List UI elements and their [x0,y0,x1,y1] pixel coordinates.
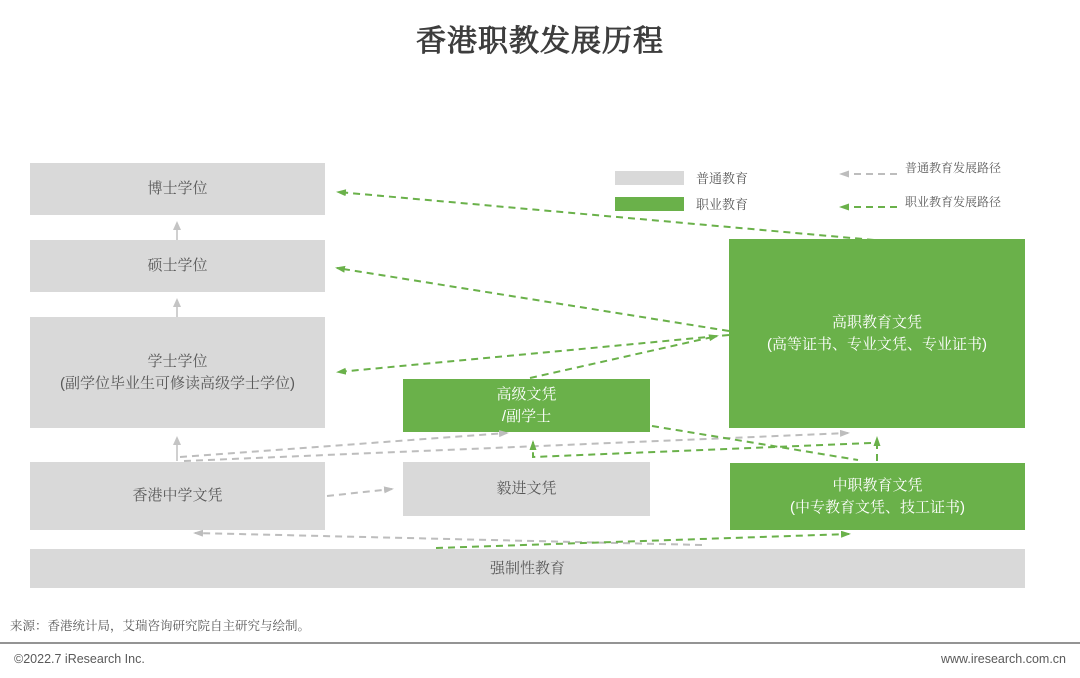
legend-label-general-path: 普通教育发展路径 [905,161,1002,175]
page-title: 香港职教发展历程 [416,25,664,58]
arrow-hkdse-to-higher-diploma [180,433,507,457]
box-higher-diploma [403,379,650,432]
legend-label-vocational-path: 职业教育发展路径 [905,195,1002,209]
box-yijin-label: 毅进文凭 [496,480,557,498]
box-compulsory-education [30,549,1025,588]
box-master-label: 硕士学位 [147,257,208,275]
box-bachelor-line1: 学士学位 [147,352,208,370]
box-doctor-degree [30,163,325,215]
box-hkdse-label: 香港中学文凭 [132,487,223,505]
box-doctor-label: 博士学位 [147,180,208,198]
box-bachelor-line2: (副学位毕业生可修读高级学士学位) [60,374,295,392]
arrow-hkdse-to-higher-voc [184,433,848,461]
legend-label-general: 普通教育 [696,171,749,186]
arrow-compulsory-to-secondary-voc [436,534,849,548]
box-higher-voc-line2: (高等证书、专业文凭、专业证书) [767,335,987,353]
box-bachelor-degree [30,317,325,428]
box-master-degree [30,240,325,292]
arrow-higher-voc-to-master [337,268,729,331]
box-secondary-voc-line2: (中专教育文凭、技工证书) [790,498,965,516]
source-note: 来源：香港统计局，艾瑞咨询研究院自主研究与绘制。 [10,619,311,633]
box-yijin-diploma [403,462,650,516]
legend-label-vocational: 职业教育 [696,197,749,212]
copyright-text: ©2022.7 iResearch Inc. [14,652,145,666]
arrow-hkdse-to-yijin [327,489,392,496]
footer-divider [0,642,1080,644]
arrow-higher-voc-to-doctor [338,192,874,240]
box-compulsory-label: 强制性教育 [489,559,565,577]
box-hkdse [30,462,325,530]
arrow-compulsory-to-hkdse [195,533,702,545]
arrow-higher-diploma-to-higher-voc [530,336,717,378]
box-higher-diploma-line1: 高级文凭 [496,385,557,403]
box-higher-diploma-line2: /副学士 [501,407,552,425]
arrow-secondary-voc-to-higher-diploma [533,442,871,457]
legend-swatch-vocational [615,197,684,211]
legend-swatch-general [615,171,684,185]
box-secondary-vocational-diploma [730,463,1025,530]
box-higher-voc-line1: 高职教育文凭 [831,313,922,331]
box-secondary-voc-line1: 中职教育文凭 [832,476,923,494]
website-text: www.iresearch.com.cn [940,652,1066,666]
box-higher-vocational-diploma [729,239,1025,428]
arrow-higher-voc-to-bachelor [338,335,729,372]
path-higher-diploma-secondary-voc-link [652,426,858,460]
